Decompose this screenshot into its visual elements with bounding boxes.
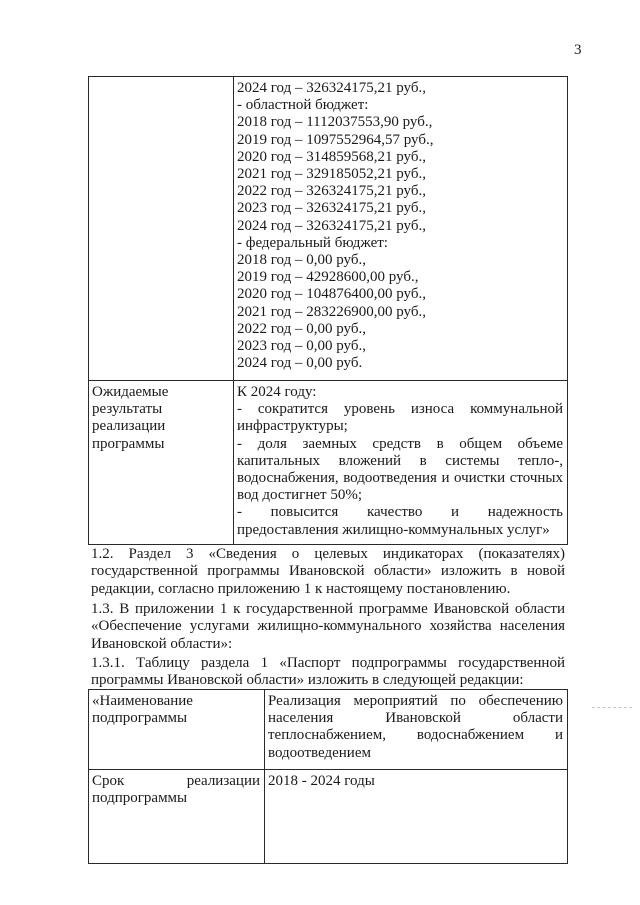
name-label-line: подпрограммы — [92, 710, 188, 727]
finance-line: - федеральный бюджет: — [237, 234, 388, 251]
implementation-term-value-cell — [265, 770, 568, 864]
finance-line: 2024 год – 326324175,21 руб., — [237, 80, 426, 96]
finance-line: 2022 год – 326324175,21 руб., — [237, 183, 426, 200]
name-value-line: населения Ивановской области — [268, 710, 563, 727]
results-line: инфраструктуры; — [237, 418, 348, 435]
results-line: - сократится уровень износа коммунальной — [237, 401, 563, 418]
finance-line: 2023 год – 0,00 руб., — [237, 338, 366, 355]
name-value-line: водоотведением — [268, 744, 371, 761]
scan-margin-mark — [592, 707, 632, 708]
finance-row — [89, 77, 568, 381]
name-value-line: Реализация мероприятий по обеспечению — [268, 693, 563, 709]
results-label-line: программы — [92, 435, 165, 452]
results-line: - повысится качество и надежность — [237, 504, 563, 521]
subprogram-name-row — [89, 690, 568, 770]
results-line: - доля заемных средств в общем объеме — [237, 435, 563, 452]
implementation-term-label-cell — [89, 770, 265, 864]
finance-line: 2019 год – 1097552964,57 руб., — [237, 131, 434, 148]
finance-label-cell — [89, 77, 234, 381]
term-label-second-line: подпрограммы — [92, 790, 188, 807]
name-value-line: теплоснабжением, водоснабжением и — [268, 727, 563, 744]
finance-line: 2023 год – 326324175,21 руб., — [237, 200, 426, 217]
results-label-line: результаты — [92, 401, 163, 418]
subprogram-name-label-cell — [89, 690, 265, 770]
term-label-first-line — [92, 773, 260, 790]
finance-line: 2019 год – 42928600,00 руб., — [237, 269, 419, 286]
name-label-line: «Наименование — [92, 693, 193, 709]
paragraph-1-3-1: 1.3.1. Таблицу раздела 1 «Паспорт подпрограммы государственной программы Ивановской области» изложить в следующей редакции: — [91, 655, 565, 689]
subprogram-name-value-cell — [265, 690, 568, 770]
results-label-line: реализации — [92, 418, 166, 435]
page-number: 3 — [574, 42, 582, 58]
expected-results-value-cell — [234, 381, 568, 545]
results-label-line: Ожидаемые — [92, 384, 169, 400]
expected-results-label-cell — [89, 381, 234, 545]
results-line: К 2024 году: — [237, 384, 317, 400]
results-line: предоставления жилищно-коммунальных услуг» — [237, 521, 550, 538]
results-line: капитальных вложений в системы тепло-, — [237, 452, 563, 469]
finance-line: 2020 год – 104876400,00 руб., — [237, 286, 426, 303]
results-line: водоснабжения, водоотведения и очистки сточных — [237, 470, 563, 487]
finance-line: 2020 год – 314859568,21 руб., — [237, 148, 426, 165]
finance-line: - областной бюджет: — [237, 97, 369, 114]
term-label-word: Срок — [92, 773, 125, 789]
results-line: вод достигнет 50%; — [237, 487, 362, 504]
program-passport-table-continued — [88, 76, 568, 545]
finance-line: 2018 год – 0,00 руб., — [237, 252, 366, 269]
subprogram-passport-table — [88, 689, 568, 864]
implementation-term-row — [89, 770, 568, 864]
finance-line: 2022 год – 0,00 руб., — [237, 320, 366, 337]
finance-line: 2024 год – 0,00 руб. — [237, 355, 363, 372]
paragraph-1-3: 1.3. В приложении 1 к государственной программе Ивановской области «Обеспечение услугами жилищно-коммунального хозяйства населения Ивановской области»: — [91, 601, 565, 652]
term-label-word: реализации — [186, 773, 260, 789]
expected-results-row — [89, 381, 568, 545]
finance-line: 2021 год – 329185052,21 руб., — [237, 166, 426, 183]
finance-line: 2018 год – 1112037553,90 руб., — [237, 114, 433, 131]
finance-line: 2024 год – 326324175,21 руб., — [237, 217, 426, 234]
term-value: 2018 - 2024 годы — [268, 773, 375, 789]
finance-line: 2021 год – 283226900,00 руб., — [237, 303, 426, 320]
paragraph-1-2: 1.2. Раздел 3 «Сведения о целевых индикаторах (показателях) государственной программы Ивановской области» изложить в новой редакции, согласно приложению 1 к настоящему постановлению. — [91, 546, 565, 597]
finance-value-cell — [234, 77, 568, 381]
